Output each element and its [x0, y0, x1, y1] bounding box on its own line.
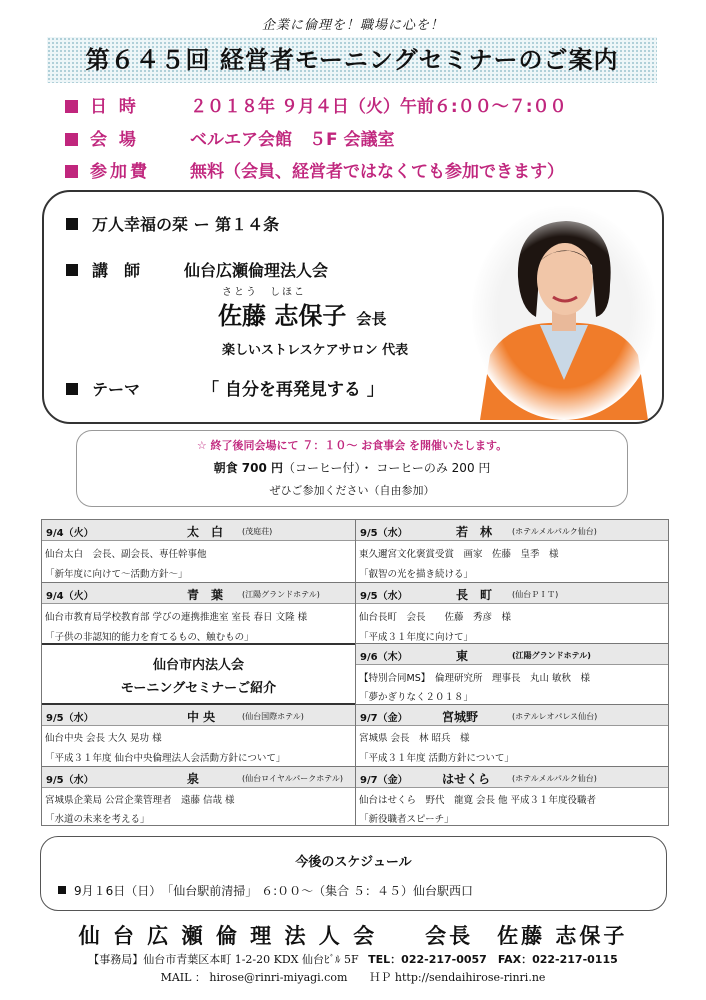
speaker-affiliation: 楽しいストレスケアサロン 代表 — [222, 343, 409, 358]
bullet-square-icon — [66, 218, 78, 230]
branch-name: 太 白 — [187, 525, 224, 539]
notice-price-main: 朝食 700 円 — [213, 461, 283, 475]
speaker-photo — [470, 205, 658, 420]
notice-line1: ☆ 終了後同会場にて ７：１０〜 お食事会 を開催いたします。 — [196, 439, 508, 452]
bullet-square-icon — [65, 100, 78, 113]
footer-org-name: 仙 台 広 瀬 倫 理 法 人 会 会長 佐藤 志保子 — [78, 924, 628, 948]
branch-speaker: 仙台長町 会長 佐藤 秀彦 様 — [359, 612, 512, 623]
speaker-furigana: さとう しほこ — [222, 287, 306, 298]
branch-date: 9/5（水） — [360, 591, 408, 602]
branch-speaker: 東久邇宮文化褒賞受賞 画家 佐藤 皇季 様 — [359, 549, 559, 560]
branch-name: 宮城野 — [442, 710, 479, 724]
branch-date: 9/5（水） — [360, 528, 408, 539]
branch-header — [42, 520, 355, 541]
branch-theme: 「平成３１年度 仙台中央倫理法人会活動方針について」 — [45, 753, 286, 764]
bullet-square-icon — [66, 383, 78, 395]
branch-name: はせくら — [442, 772, 491, 786]
schedule-item — [58, 882, 473, 899]
branch-name: 若 林 — [456, 525, 493, 539]
branch-seminar-grid — [41, 519, 669, 826]
footer-tel-fax: TEL：022-217-0057 FAX：022-217-0115 — [368, 953, 618, 966]
branch-name: 東 — [456, 649, 469, 663]
intro-line2: モーニングセミナーご紹介 — [120, 681, 277, 696]
branch-header — [356, 644, 668, 665]
branch-venue: (ホテルメルパルク仙台) — [512, 527, 597, 536]
theme-label: テーマ — [92, 380, 141, 399]
branch-venue: (江陽グランドホテル) — [242, 590, 320, 599]
slogan: 企業に倫理を！職場に心を！ — [261, 18, 444, 33]
bullet-square-icon — [66, 264, 78, 276]
branch-date: 9/7（金） — [360, 775, 408, 786]
branch-theme: 「叡智の光を描き続ける」 — [359, 569, 474, 580]
notice-price-sub: （コーヒー付）・ コーヒーのみ 200 円 — [283, 461, 491, 475]
branch-theme: 「新役職者スピーチ」 — [359, 814, 454, 825]
branch-venue: (仙台ＰＩＴ) — [512, 590, 559, 599]
info-label: 参加費 — [90, 162, 150, 182]
branch-venue: (ホテルメルパルク仙台) — [512, 774, 597, 783]
branch-theme: 「夢かぎりなく２０１８」 — [359, 692, 474, 703]
branch-speaker: 仙台はせくら 野代 龍寛 会長 他 平成３１年度役職者 — [359, 795, 597, 806]
notice-line2 — [76, 459, 628, 476]
lecture-topic — [66, 212, 279, 235]
branch-speaker: 仙台太白 会長、副会長、専任幹事他 — [45, 549, 207, 560]
branch-speaker: 仙台中央 会長 大久 晃功 様 — [45, 733, 162, 744]
branch-name: 青 葉 — [187, 588, 224, 602]
branch-name: 長 町 — [456, 588, 493, 602]
branch-header — [42, 767, 355, 788]
info-datetime — [65, 92, 567, 117]
branch-venue: (仙台ロイヤルパークホテル) — [242, 774, 343, 783]
branch-speaker: 宮城県企業局 公営企業管理者 遠藤 信哉 様 — [45, 795, 235, 806]
intro-line1: 仙台市内法人会 — [152, 658, 244, 673]
footer-address — [0, 951, 706, 967]
schedule-title: 今後のスケジュール — [295, 855, 412, 870]
info-label: 会 場 — [90, 130, 139, 150]
theme-text: 「 自分を再発見する 」 — [202, 380, 384, 400]
branch-date: 9/5（水） — [46, 775, 94, 786]
branch-theme: 「水道の未来を考える」 — [45, 814, 150, 825]
topic-text: 万人幸福の栞 ー 第１４条 — [92, 215, 280, 234]
branch-venue: (茂庭荘) — [242, 527, 273, 536]
page-title: 第６４５回 経営者モーニングセミナーのご案内 — [85, 46, 619, 74]
branch-theme: 「新年度に向けて〜活動方針〜」 — [45, 569, 188, 580]
info-value: ２０１８年 ９月４日（火）午前６:００〜７:００ — [190, 97, 567, 117]
speaker-title: 会長 — [356, 310, 387, 328]
branch-venue: (ホテルレオパレス仙台) — [512, 712, 598, 721]
info-value: ベルエア会館 ５F 会議室 — [190, 130, 395, 150]
branch-venue: (仙台国際ホテル) — [242, 712, 304, 721]
footer-office: 【事務局】仙台市青葉区本町 1-2-20 KDX 仙台ﾋﾞﾙ 5F — [88, 953, 359, 966]
notice-line3: ぜひご参加ください（自由参加） — [269, 484, 435, 497]
branch-date: 9/4（火） — [46, 528, 94, 539]
branch-name: 泉 — [187, 772, 200, 786]
branch-speaker: 【特別合同MS】 倫理研究所 理事長 丸山 敏秋 様 — [359, 673, 590, 684]
speaker-name: 佐藤 志保子 — [218, 302, 347, 330]
branch-speaker: 仙台市教育局学校教育部 学びの連携推進室 室長 春日 文隆 様 — [45, 612, 308, 623]
speaker-name-line — [218, 296, 386, 331]
branch-venue: (江陽グランドホテル) — [512, 651, 591, 660]
branch-date: 9/6（木） — [360, 652, 408, 663]
bullet-square-icon — [65, 165, 78, 178]
schedule-box — [40, 836, 667, 911]
branch-theme: 「子供の非認知的能力を育てるもの、触むもの」 — [45, 632, 254, 643]
lecture-theme — [66, 375, 384, 400]
info-value: 無料（会員、経営者ではなくても参加できます） — [190, 162, 564, 182]
lecture-speaker — [66, 258, 328, 281]
branch-intro — [42, 645, 355, 703]
branch-theme: 「平成３１年度に向けて」 — [359, 632, 474, 643]
info-label: 日 時 — [90, 97, 139, 117]
branch-header — [42, 705, 355, 726]
branch-speaker: 宮城県 会長 林 昭兵 様 — [359, 733, 470, 744]
branch-date: 9/4（火） — [46, 591, 94, 602]
branch-header — [356, 767, 668, 788]
branch-name: 中 央 — [187, 710, 216, 724]
branch-date: 9/7（金） — [360, 713, 408, 724]
branch-theme: 「平成３１年度 活動方針について」 — [359, 753, 514, 764]
bullet-square-icon — [65, 133, 78, 146]
speaker-label: 講 師 — [92, 261, 141, 280]
branch-header — [356, 583, 668, 604]
branch-date: 9/5（水） — [46, 713, 94, 724]
schedule-item-text: 9月１6日（日） 「仙台駅前清掃」 ６:００〜（集合 ５：４５）仙台駅西口 — [74, 884, 473, 898]
info-venue — [65, 125, 395, 150]
branch-header — [356, 520, 668, 541]
speaker-org: 仙台広瀬倫理法人会 — [184, 261, 329, 280]
footer-mail: MAIL ： hirose@rinri-miyagi.com ＨＰ http://sendaihirose-rinri.ne — [160, 971, 546, 984]
bullet-square-icon — [58, 886, 66, 894]
branch-header — [42, 583, 355, 604]
branch-header — [356, 705, 668, 726]
info-fee — [65, 157, 564, 182]
